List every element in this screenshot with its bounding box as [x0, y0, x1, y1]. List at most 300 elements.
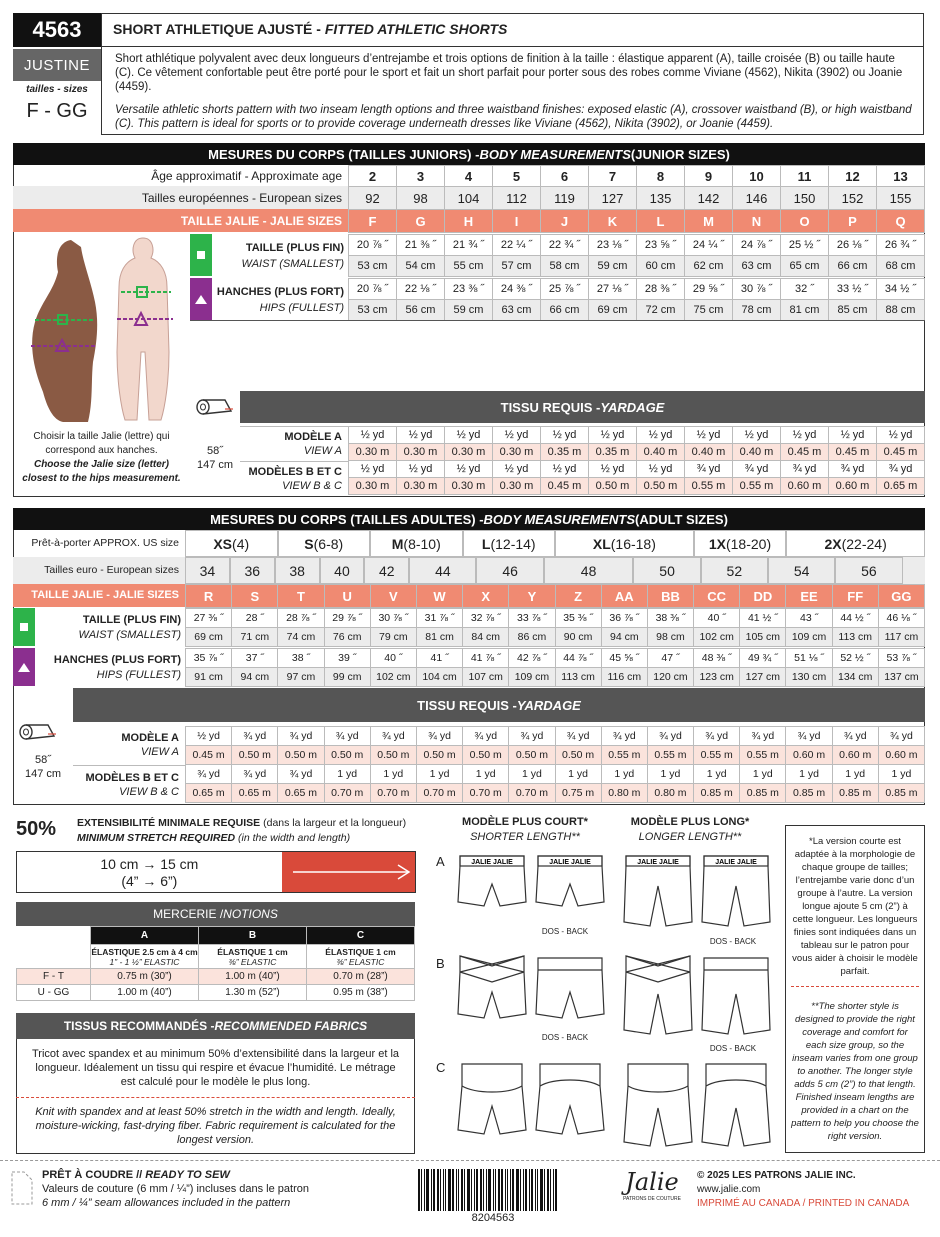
- waist-cm-cell: 62 cm: [685, 256, 733, 277]
- yardage-cell: ½ yd: [349, 461, 397, 478]
- barcode-bar: [495, 1169, 496, 1211]
- yardage-cell: 0.50 m: [416, 746, 462, 765]
- waist-in-cell: 32 ⅞ ˝: [463, 609, 509, 628]
- view-label-b: B: [436, 956, 445, 971]
- back-label: DOS - BACK: [709, 1044, 757, 1053]
- choose-size-note: [13, 430, 190, 486]
- waist-cm-cell: 81 cm: [416, 628, 462, 647]
- yardage-cell: 0.50 m: [589, 478, 637, 495]
- desc-c: ÉLASTIQUE 1 cm: [325, 946, 396, 957]
- hips-cm-cell: 94 cm: [232, 668, 278, 687]
- junior-jalie-label: TAILLE JALIE - JALIE SIZES: [13, 209, 348, 232]
- notions-val: 0.95 m (38”): [307, 985, 415, 1001]
- yardage-cell: 0.55 m: [694, 746, 740, 765]
- waist-cm-cell: 57 cm: [493, 256, 541, 277]
- a-viewBC-en: VIEW B & C: [119, 786, 179, 798]
- euro-size-cell: 42: [364, 557, 409, 584]
- hips-cm-cell: 109 cm: [509, 668, 555, 687]
- jalie-size-cell: FF: [832, 585, 878, 608]
- copyright-block: [697, 1169, 927, 1211]
- description-en: Versatile athletic shorts pattern with two inseam length options and three waistband finishes: exposed elastic (A), crossover waistband (B), or high waistband (C). This pattern is ideal for sports or to provide coverage underneath dresses like Viviane (4562), Nikita (3902), or Joanie (4459).: [115, 104, 912, 130]
- jalie-size-cell: O: [781, 210, 829, 233]
- yardage-cell: 1 yd: [509, 765, 555, 784]
- yardage-cell: ¾ yd: [324, 727, 370, 746]
- hips-cm-cell: 85 cm: [829, 300, 877, 321]
- stretch-percent: 50%: [16, 818, 57, 840]
- euro-size-cell: 46: [476, 557, 543, 584]
- yardage-cell: 0.60 m: [829, 478, 877, 495]
- jalie-size-cell: T: [278, 585, 324, 608]
- barcode-bar: [507, 1169, 508, 1211]
- hips-cm-cell: 97 cm: [278, 668, 324, 687]
- a-viewA-fr: MODÈLE A: [121, 732, 179, 744]
- waist-in-cell: 28 ⅞ ˝: [278, 609, 324, 628]
- yardage-cell: ½ yd: [637, 461, 685, 478]
- hips-label-en: HIPS (FULLEST): [259, 302, 344, 314]
- junior-yardage-table: [348, 426, 925, 495]
- hips-in-cell: 22 ⅛ ˝: [397, 279, 445, 300]
- notions-val: 1.00 m (40”): [91, 985, 199, 1001]
- fabrics-text-en: Knit with spandex and at least 50% stretch in the width and length. Ideally, moisture-wicking, fast-drying fiber. Fabric requirement is calculated for the longest version.: [35, 1106, 396, 1146]
- a-waist-en: WAIST (SMALLEST): [78, 629, 181, 641]
- yardage-cell: 0.45 m: [829, 444, 877, 461]
- pattern-name: JUSTINE: [13, 49, 101, 81]
- barcode-bar: [440, 1169, 441, 1211]
- waist-in-cell: 43 ˝: [786, 609, 832, 628]
- yardage-cell: 1 yd: [694, 765, 740, 784]
- euro-size-cell: 127: [589, 187, 637, 210]
- junior-yardage-title: [240, 391, 925, 423]
- yardage-cell: 0.70 m: [370, 784, 416, 803]
- hips-in-cell: 45 ⅝ ˝: [601, 649, 647, 668]
- hips-in-cell: 49 ¾ ˝: [740, 649, 786, 668]
- age-cell: 12: [829, 166, 877, 187]
- junior-section-title: [13, 143, 925, 165]
- back-label: DOS - BACK: [541, 1033, 589, 1042]
- yardage-cell: 1 yd: [786, 765, 832, 784]
- stretch-metric: 10 cm → 15 cm: [100, 856, 199, 872]
- notions-size: U - GG: [17, 985, 91, 1001]
- waist-in-cell: 36 ⅞ ˝: [601, 609, 647, 628]
- adult-viewA-label: [73, 726, 185, 764]
- barcode-bar: [461, 1169, 463, 1211]
- waist-cm-cell: 68 cm: [877, 256, 925, 277]
- yardage-cell: ¾ yd: [832, 727, 878, 746]
- notions-val: 0.75 m (30”): [91, 969, 199, 985]
- waist-in-cell: 46 ⅛ ˝: [878, 609, 924, 628]
- age-cell: 10: [733, 166, 781, 187]
- hips-cm-cell: 113 cm: [555, 668, 601, 687]
- a-yard-en: YARDAGE: [516, 697, 581, 713]
- a-width-cm: 147 cm: [24, 768, 62, 780]
- yardage-cell: 0.50 m: [555, 746, 601, 765]
- junior-waist-label: [212, 234, 348, 276]
- junior-title-en: BODY MEASUREMENTS: [479, 146, 631, 162]
- waist-cm-cell: 84 cm: [463, 628, 509, 647]
- hips-in-cell: 33 ½ ˝: [829, 279, 877, 300]
- yardage-cell: 0.30 m: [349, 444, 397, 461]
- short-fr: MODÈLE PLUS COURT*: [462, 816, 588, 828]
- waist-cm-cell: 86 cm: [509, 628, 555, 647]
- short-length-header: [450, 815, 600, 845]
- barcode-bar: [505, 1169, 506, 1211]
- jalie-size-cell: K: [589, 210, 637, 233]
- euro-size-cell: 155: [877, 187, 925, 210]
- hips-in-cell: 40 ˝: [370, 649, 416, 668]
- yardage-cell: 0.60 m: [786, 746, 832, 765]
- hips-cm-cell: 99 cm: [324, 668, 370, 687]
- waist-cm-cell: 102 cm: [694, 628, 740, 647]
- yardage-cell: ½ yd: [589, 427, 637, 444]
- barcode-bar: [523, 1169, 524, 1211]
- jalie-size-cell: H: [445, 210, 493, 233]
- waistband-text: JALIE JALIE: [715, 859, 757, 866]
- yardage-cell: ½ yd: [685, 427, 733, 444]
- junior-size-table: [348, 165, 925, 233]
- barcode-bar: [474, 1169, 475, 1211]
- junior-title-fr: MESURES DU CORPS (TAILLES JUNIORS) -: [208, 146, 480, 162]
- jalie-size-cell: V: [370, 585, 416, 608]
- adult-jalie-table: [185, 584, 925, 608]
- waist-in-cell: 22 ¼ ˝: [493, 235, 541, 256]
- yardage-cell: ¾ yd: [647, 727, 693, 746]
- barcode-bar: [452, 1169, 454, 1211]
- yardage-cell: ¾ yd: [733, 461, 781, 478]
- hips-cm-cell: 69 cm: [589, 300, 637, 321]
- waist-cm-cell: 66 cm: [829, 256, 877, 277]
- stretch-fr: EXTENSIBILITÉ MINIMALE REQUISE: [77, 817, 261, 829]
- waist-cm-cell: 76 cm: [324, 628, 370, 647]
- barcode-bar: [421, 1169, 422, 1211]
- adult-jalie-label: TAILLE JALIE - JALIE SIZES: [13, 584, 185, 607]
- age-cell: 8: [637, 166, 685, 187]
- yardage-cell: ¾ yd: [877, 461, 925, 478]
- stretch-fr2: (dans la largeur et la longueur): [260, 817, 407, 829]
- yardage-cell: 0.30 m: [493, 478, 541, 495]
- yardage-cell: ¾ yd: [829, 461, 877, 478]
- yardage-cell: ¾ yd: [786, 727, 832, 746]
- view-c-short-drawing: [456, 1060, 606, 1140]
- waist-in-cell: 24 ⅞ ˝: [733, 235, 781, 256]
- notions-val: 1.00 m (40”): [199, 969, 307, 985]
- yardage-cell: ¾ yd: [232, 727, 278, 746]
- square-icon: [20, 623, 28, 631]
- yardage-cell: 0.80 m: [601, 784, 647, 803]
- choose-fr: Choisir la taille Jalie (lettre) qui correspond aux hanches.: [33, 431, 170, 456]
- euro-size-cell: 34: [185, 557, 230, 584]
- yardage-cell: 0.60 m: [832, 746, 878, 765]
- junior-viewBC-label: [240, 461, 348, 495]
- printed-in: IMPRIMÉ AU CANADA / PRINTED IN CANADA: [697, 1198, 910, 1209]
- yard-title-fr: TISSU REQUIS -: [500, 399, 601, 415]
- age-cell: 3: [397, 166, 445, 187]
- hips-cm-cell: 78 cm: [733, 300, 781, 321]
- hips-in-cell: 20 ⅞ ˝: [349, 279, 397, 300]
- logo-text: Jalie: [625, 1168, 679, 1196]
- jalie-size-cell: EE: [786, 585, 832, 608]
- jalie-size-cell: N: [733, 210, 781, 233]
- waist-color-tab: [190, 234, 212, 276]
- yardage-cell: 0.50 m: [324, 746, 370, 765]
- stretch-arrow-icon: [282, 852, 415, 892]
- jalie-size-cell: X: [463, 585, 509, 608]
- euro-size-cell: 38: [275, 557, 320, 584]
- waist-in-cell: 31 ⅞ ˝: [416, 609, 462, 628]
- euro-size-cell: 56: [835, 557, 902, 584]
- a-waist-fr: TAILLE (PLUS FIN): [82, 614, 181, 626]
- adult-title-fr: MESURES DU CORPS (TAILLES ADULTES) -: [210, 511, 484, 527]
- adult-euro-label: Tailles euro - European sizes: [13, 557, 185, 584]
- age-cell: 9: [685, 166, 733, 187]
- barcode-bar: [476, 1169, 478, 1211]
- jalie-size-cell: W: [416, 585, 462, 608]
- barcode-bar: [529, 1169, 530, 1211]
- yardage-cell: 0.30 m: [397, 444, 445, 461]
- euro-size-cell: 150: [781, 187, 829, 210]
- rtw-size-cell: XL (16-18): [555, 530, 694, 557]
- rtw-size-cell: M (8-10): [370, 530, 463, 557]
- hips-cm-cell: 102 cm: [370, 668, 416, 687]
- body-figure: [13, 232, 190, 422]
- yardage-cell: 1 yd: [370, 765, 416, 784]
- barcode-bar: [488, 1169, 491, 1211]
- hips-cm-cell: 88 cm: [877, 300, 925, 321]
- barcode-bar: [516, 1169, 519, 1211]
- barcode-bar: [471, 1169, 472, 1211]
- adult-waist-label: [35, 608, 185, 646]
- adult-title-en: BODY MEASUREMENTS: [483, 511, 635, 527]
- adult-hips-label: [35, 648, 185, 686]
- jalie-size-cell: G: [397, 210, 445, 233]
- yardage-cell: ¾ yd: [555, 727, 601, 746]
- long-length-header: [615, 815, 765, 845]
- yardage-cell: 0.55 m: [740, 746, 786, 765]
- junior-age-label: Âge approximatif - Approximate age: [151, 169, 342, 183]
- junior-measure-table: [348, 234, 925, 321]
- hips-in-cell: 28 ⅜ ˝: [637, 279, 685, 300]
- euro-size-cell: 152: [829, 187, 877, 210]
- short-en: SHORTER LENGTH**: [470, 831, 580, 843]
- yardage-cell: 0.85 m: [832, 784, 878, 803]
- barcode-bar: [510, 1169, 511, 1211]
- waist-in-cell: 28 ˝: [232, 609, 278, 628]
- waist-cm-cell: 79 cm: [370, 628, 416, 647]
- logo-sub: PATRONS DE COUTURE: [623, 1196, 681, 1202]
- barcode-bar: [535, 1169, 536, 1211]
- waist-in-cell: 26 ⅛ ˝: [829, 235, 877, 256]
- hips-in-cell: 29 ⅝ ˝: [685, 279, 733, 300]
- waist-cm-cell: 55 cm: [445, 256, 493, 277]
- jalie-size-cell: Y: [509, 585, 555, 608]
- a-width-in: 58˝: [35, 754, 51, 766]
- barcode-bar: [483, 1169, 484, 1211]
- waist-cm-cell: 109 cm: [786, 628, 832, 647]
- desc-a: ÉLASTIQUE 2.5 cm à 4 cm: [91, 946, 198, 957]
- stretch-gauge: [16, 851, 416, 893]
- hips-in-cell: 41 ⅞ ˝: [463, 649, 509, 668]
- yardage-cell: ¾ yd: [878, 727, 924, 746]
- hips-in-cell: 25 ⅞ ˝: [541, 279, 589, 300]
- yardage-cell: ¾ yd: [463, 727, 509, 746]
- hips-cm-cell: 107 cm: [463, 668, 509, 687]
- fabrics-fr: TISSUS RECOMMANDÉS -: [63, 1019, 215, 1033]
- jalie-size-cell: L: [637, 210, 685, 233]
- barcode-bar: [531, 1169, 533, 1211]
- barcode-bar: [431, 1169, 432, 1211]
- view-b-long-drawing: [622, 952, 772, 1037]
- hips-cm-cell: 127 cm: [740, 668, 786, 687]
- a-viewA-en: VIEW A: [140, 746, 179, 758]
- waist-cm-cell: 60 cm: [637, 256, 685, 277]
- waist-cm-cell: 69 cm: [186, 628, 232, 647]
- yardage-cell: 0.40 m: [637, 444, 685, 461]
- notions-col-c: C: [307, 927, 415, 945]
- yardage-cell: 0.60 m: [878, 746, 924, 765]
- jalie-size-cell: I: [493, 210, 541, 233]
- waist-cm-cell: 98 cm: [647, 628, 693, 647]
- desc-b: ÉLASTIQUE 1 cm: [217, 946, 288, 957]
- view-a-long-drawing: [622, 852, 772, 932]
- stretch-imperial: (4” → 6”): [121, 873, 178, 889]
- front-body-silhouette: [117, 238, 169, 420]
- yardage-cell: ¾ yd: [278, 727, 324, 746]
- ready-to-sew: [42, 1168, 382, 1210]
- view-label-a: A: [436, 854, 445, 869]
- barcode-bar: [426, 1169, 429, 1211]
- adult-title-end: (ADULT SIZES): [635, 511, 728, 527]
- waist-in-cell: 20 ⅞ ˝: [349, 235, 397, 256]
- barcode-bar: [486, 1169, 487, 1211]
- title-fr: SHORT ATHLETIQUE AJUSTÉ: [113, 21, 313, 37]
- yardage-cell: 0.55 m: [685, 478, 733, 495]
- waist-cm-cell: 117 cm: [878, 628, 924, 647]
- jalie-size-cell: BB: [647, 585, 693, 608]
- waist-cm-cell: 105 cm: [740, 628, 786, 647]
- yardage-cell: 0.65 m: [232, 784, 278, 803]
- yardage-cell: ½ yd: [589, 461, 637, 478]
- yardage-cell: ½ yd: [781, 427, 829, 444]
- age-cell: 5: [493, 166, 541, 187]
- waist-in-cell: 44 ½ ˝: [832, 609, 878, 628]
- view-c-long-drawing: [622, 1060, 772, 1150]
- adult-measure-table: [185, 608, 925, 687]
- barcode-bar: [550, 1169, 551, 1211]
- barcode-bar: [547, 1169, 549, 1211]
- website-link[interactable]: www.jalie.com: [697, 1184, 761, 1195]
- barcode-bar: [424, 1169, 425, 1211]
- age-cell: 4: [445, 166, 493, 187]
- hips-in-cell: 47 ˝: [647, 649, 693, 668]
- waist-cm-cell: 58 cm: [541, 256, 589, 277]
- barcode-bar: [520, 1169, 521, 1211]
- hips-cm-cell: 53 cm: [349, 300, 397, 321]
- hips-cm-cell: 66 cm: [541, 300, 589, 321]
- age-cell: 11: [781, 166, 829, 187]
- yardage-cell: 0.85 m: [786, 784, 832, 803]
- waist-cm-cell: 113 cm: [832, 628, 878, 647]
- a-viewBC-fr: MODÈLES B ET C: [85, 772, 179, 784]
- rtw-size-cell: L (12-14): [463, 530, 556, 557]
- euro-size-cell: 50: [633, 557, 700, 584]
- waist-in-cell: 41 ½ ˝: [740, 609, 786, 628]
- yardage-cell: 0.85 m: [740, 784, 786, 803]
- pattern-title: [101, 13, 924, 47]
- waist-in-cell: 33 ⅞ ˝: [509, 609, 555, 628]
- euro-size-cell: 142: [685, 187, 733, 210]
- notions-col-a: A: [91, 927, 199, 945]
- euro-size-cell: 112: [493, 187, 541, 210]
- waist-in-cell: 30 ⅞ ˝: [370, 609, 416, 628]
- hips-color-tab: [190, 278, 212, 320]
- euro-size-cell: 135: [637, 187, 685, 210]
- yardage-cell: 0.60 m: [781, 478, 829, 495]
- euro-size-cell: 98: [397, 187, 445, 210]
- yardage-cell: 1 yd: [324, 765, 370, 784]
- yardage-cell: 0.40 m: [733, 444, 781, 461]
- yardage-cell: ½ yd: [445, 461, 493, 478]
- triangle-icon: [18, 663, 30, 672]
- waist-in-cell: 25 ½ ˝: [781, 235, 829, 256]
- title-en: FITTED ATHLETIC SHORTS: [324, 21, 508, 37]
- back-label: DOS - BACK: [709, 937, 757, 946]
- title-sep: -: [312, 21, 325, 37]
- adult-euro-row: [185, 557, 925, 584]
- yardage-cell: ½ yd: [397, 427, 445, 444]
- waist-in-cell: 22 ¾ ˝: [541, 235, 589, 256]
- yardage-cell: 0.40 m: [685, 444, 733, 461]
- rtw-size-cell: 1X (18-20): [694, 530, 787, 557]
- rtw-size-cell: S (6-8): [278, 530, 371, 557]
- notions-title: [16, 902, 415, 926]
- euro-size-cell: 119: [541, 187, 589, 210]
- yardage-cell: ¾ yd: [685, 461, 733, 478]
- jalie-size-cell: U: [324, 585, 370, 608]
- hips-in-cell: 30 ⅞ ˝: [733, 279, 781, 300]
- hips-cm-cell: 134 cm: [832, 668, 878, 687]
- junior-fabric-width: [190, 444, 240, 472]
- yardage-cell: 0.45 m: [781, 444, 829, 461]
- euro-size-cell: 92: [349, 187, 397, 210]
- hips-label-fr: HANCHES (PLUS FORT): [216, 286, 344, 298]
- barcode-number: 8204563: [471, 1212, 515, 1224]
- yardage-cell: ½ yd: [541, 461, 589, 478]
- long-en: LONGER LENGTH**: [638, 831, 742, 843]
- yardage-cell: ¾ yd: [232, 765, 278, 784]
- yardage-cell: 0.35 m: [541, 444, 589, 461]
- desc-b-en: ⅜” ELASTIC: [228, 956, 277, 967]
- hips-in-cell: 27 ⅛ ˝: [589, 279, 637, 300]
- a-hips-en: HIPS (FULLEST): [96, 669, 181, 681]
- waistband-text: JALIE JALIE: [549, 859, 591, 866]
- waist-cm-cell: 90 cm: [555, 628, 601, 647]
- back-label: DOS - BACK: [541, 927, 589, 936]
- width-cm: 147 cm: [196, 459, 234, 471]
- barcode-bar: [448, 1169, 451, 1211]
- waist-in-cell: 23 ⅝ ˝: [637, 235, 685, 256]
- notions-table: [16, 926, 415, 1001]
- hips-in-cell: 42 ⅞ ˝: [509, 649, 555, 668]
- age-cell: 6: [541, 166, 589, 187]
- yardage-cell: 0.30 m: [349, 478, 397, 495]
- age-cell: 7: [589, 166, 637, 187]
- yardage-cell: 0.45 m: [186, 746, 232, 765]
- yardage-cell: ¾ yd: [694, 727, 740, 746]
- yardage-cell: 0.55 m: [601, 746, 647, 765]
- barcode-bar: [540, 1169, 543, 1211]
- hips-cm-cell: 123 cm: [694, 668, 740, 687]
- yardage-cell: 0.85 m: [694, 784, 740, 803]
- jalie-logo: [622, 1168, 682, 1214]
